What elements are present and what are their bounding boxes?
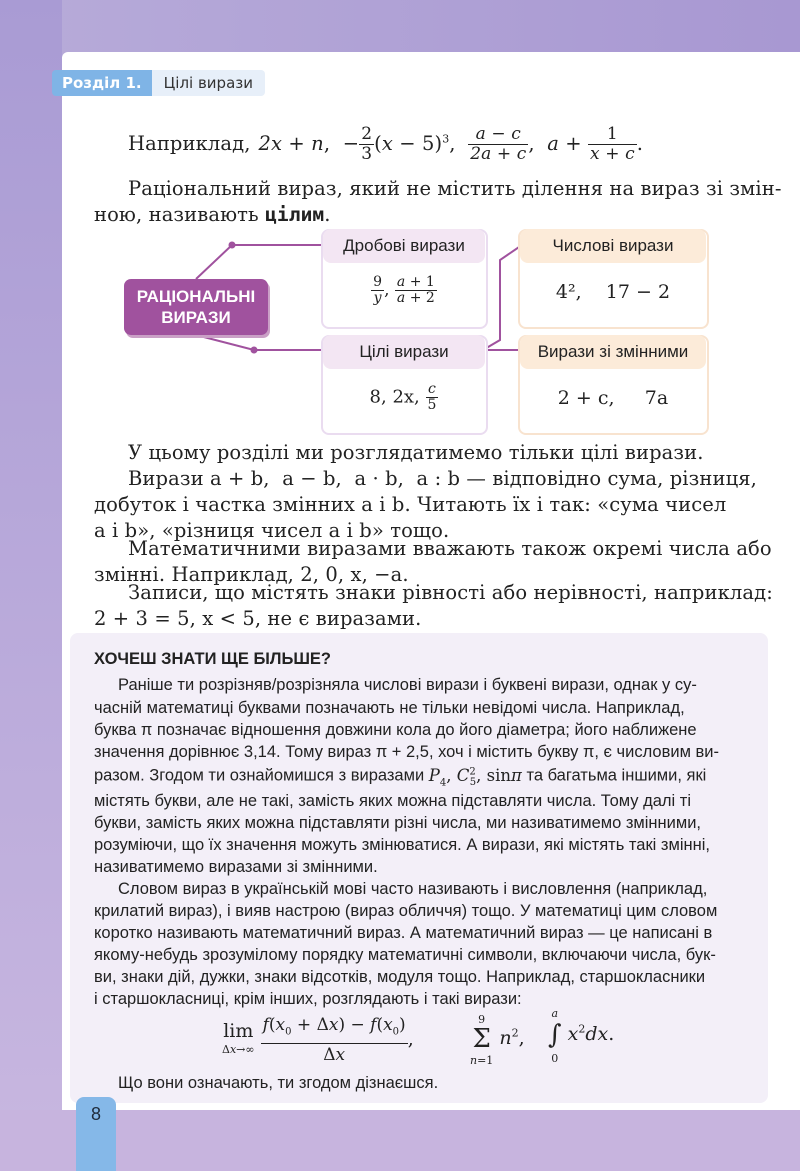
info-line-8: розуміючи, що їх значення можуть змінюватися. А вирази, які містять такі змінні,: [94, 836, 710, 854]
fractional-example: $\frac{9}{y}$ , $\frac{a + 1}{a + 2}$: [373, 274, 435, 306]
rational-expressions-node: [124, 279, 268, 335]
example-lead: Наприклад,: [128, 132, 251, 155]
info-line-9: називатимемо виразами зі змінними.: [94, 858, 378, 876]
info-line-2: часній математиці буквами позначають не тільки невідомі числа. Наприклад,: [94, 699, 685, 717]
variable-example: 2 + c, 7a: [557, 387, 669, 409]
text-line-7: Записи, що містять знаки рівності або нерівності, наприклад:: [128, 581, 773, 604]
text-line-4: a і b», «різниця чисел a і b» тощо.: [94, 519, 450, 542]
text-line-2: Вирази a + b, a − b, a · b, a : b — відповідно сума, різниця,: [128, 467, 757, 490]
numeric-example: 4², 17 − 2: [555, 281, 671, 303]
info-inline-math: $P_4$, $C^2_5$, sinπ: [428, 765, 522, 788]
info-line-7: букви, замість яких можна підставляти різні числа, ми називатимемо змінними,: [94, 814, 702, 832]
text-line-8: 2 + 3 = 5, x < 5, не є виразами.: [94, 607, 422, 630]
info-line-15: і старшокласниці, крім інших, розглядають і такі вирази:: [94, 990, 522, 1008]
info-line-14: ви, знаки дій, дужки, знаки відсотків, модуля тощо. Наприклад, старшокласники: [94, 968, 706, 986]
variable-heading: Вирази зі змінними: [520, 335, 706, 369]
page-number: 8: [90, 1104, 101, 1124]
text-line-5: Математичними виразами вважають також окремі числа або: [128, 537, 772, 560]
info-line-12: коротко називають математичний вираз. А математичний вираз — це написані в: [94, 924, 713, 942]
fractional-heading: Дробові вирази: [323, 229, 485, 263]
advanced-formulas: [222, 1000, 642, 1066]
info-line-13: якому-небудь зрозумілому порядку математичні символи, включаючи числа, бук-: [94, 946, 716, 964]
numeric-heading: Числові вирази: [520, 229, 706, 263]
info-line-3: буква π позначає відношення довжини кола до його діаметра; його наближене: [94, 721, 697, 739]
info-line-5a: разом. Згодом ти ознайомишся з виразами: [94, 766, 425, 785]
integral-formula: a ∫ 0 $x^2dx$.: [548, 1007, 615, 1065]
integer-heading: Цілі вирази: [323, 335, 485, 369]
bottom-band: [0, 1110, 800, 1171]
text-line-1: У цьому розділі ми розглядатимемо тільки цілі вирази.: [128, 441, 704, 464]
info-line-10: Словом вираз в українській мові часто називають і висловлення (наприклад,: [118, 880, 708, 898]
section-label: Розділ 1.: [52, 70, 152, 96]
info-line-6: містять букви, але не такі, замість яких можна підставляти числа. Тому далі ті: [94, 792, 692, 810]
definition-term: цілим: [265, 203, 325, 226]
definition-line-1: Раціональний вираз, який не містить ділення на вираз зі змін-: [128, 177, 782, 200]
info-line-1: Раніше ти розрізняв/розрізняла числові вирази і буквені вирази, однак у су-: [118, 676, 697, 694]
limit-formula: lim Δx→∞ $\frac{f(x_0 + \Delta x) - f(x_0)}{\Delta x}$ ,: [222, 1015, 414, 1066]
integer-example-text: 8, 2x,: [369, 386, 420, 408]
text-line-6: змінні. Наприклад, 2, 0, x, −a.: [94, 563, 409, 586]
definition-text: ною, називають: [94, 203, 266, 226]
info-line-5b: та багатьма іншими, які: [526, 766, 707, 785]
info-closing-line: Що вони означають, ти згодом дізнаєшся.: [118, 1074, 439, 1092]
info-line-4: значення дорівнює 3,14. Тому вираз π + 2,5, хоч і містить букву π, є числовим ви-: [94, 743, 719, 761]
rational-label-2: ВИРАЗИ: [161, 308, 231, 327]
example-formulas: 2x + n, − $\frac{2}{3}$ $(x - 5)^3$, $\frac{a - c}{2a + c}$ , a + $\frac{1}{x + c}$ .: [258, 123, 644, 164]
integer-example: 8, 2x, $\frac{c}{5}$: [369, 381, 437, 413]
text-line-3: добуток і частка змінних a і b. Читають їх і так: «сума чисел: [94, 493, 727, 516]
definition-end: .: [324, 203, 331, 226]
sum-formula: 9 Σ n=1 $n^2$,: [470, 1013, 525, 1067]
section-title: Цілі вирази: [152, 70, 265, 96]
rational-label-1: РАЦІОНАЛЬНІ: [136, 287, 256, 306]
info-line-11: крилатий вираз), і вияв настрою (вираз обличчя) тощо. У математиці цим словом: [94, 902, 718, 920]
info-title: ХОЧЕШ ЗНАТИ ЩЕ БІЛЬШЕ?: [94, 650, 331, 668]
